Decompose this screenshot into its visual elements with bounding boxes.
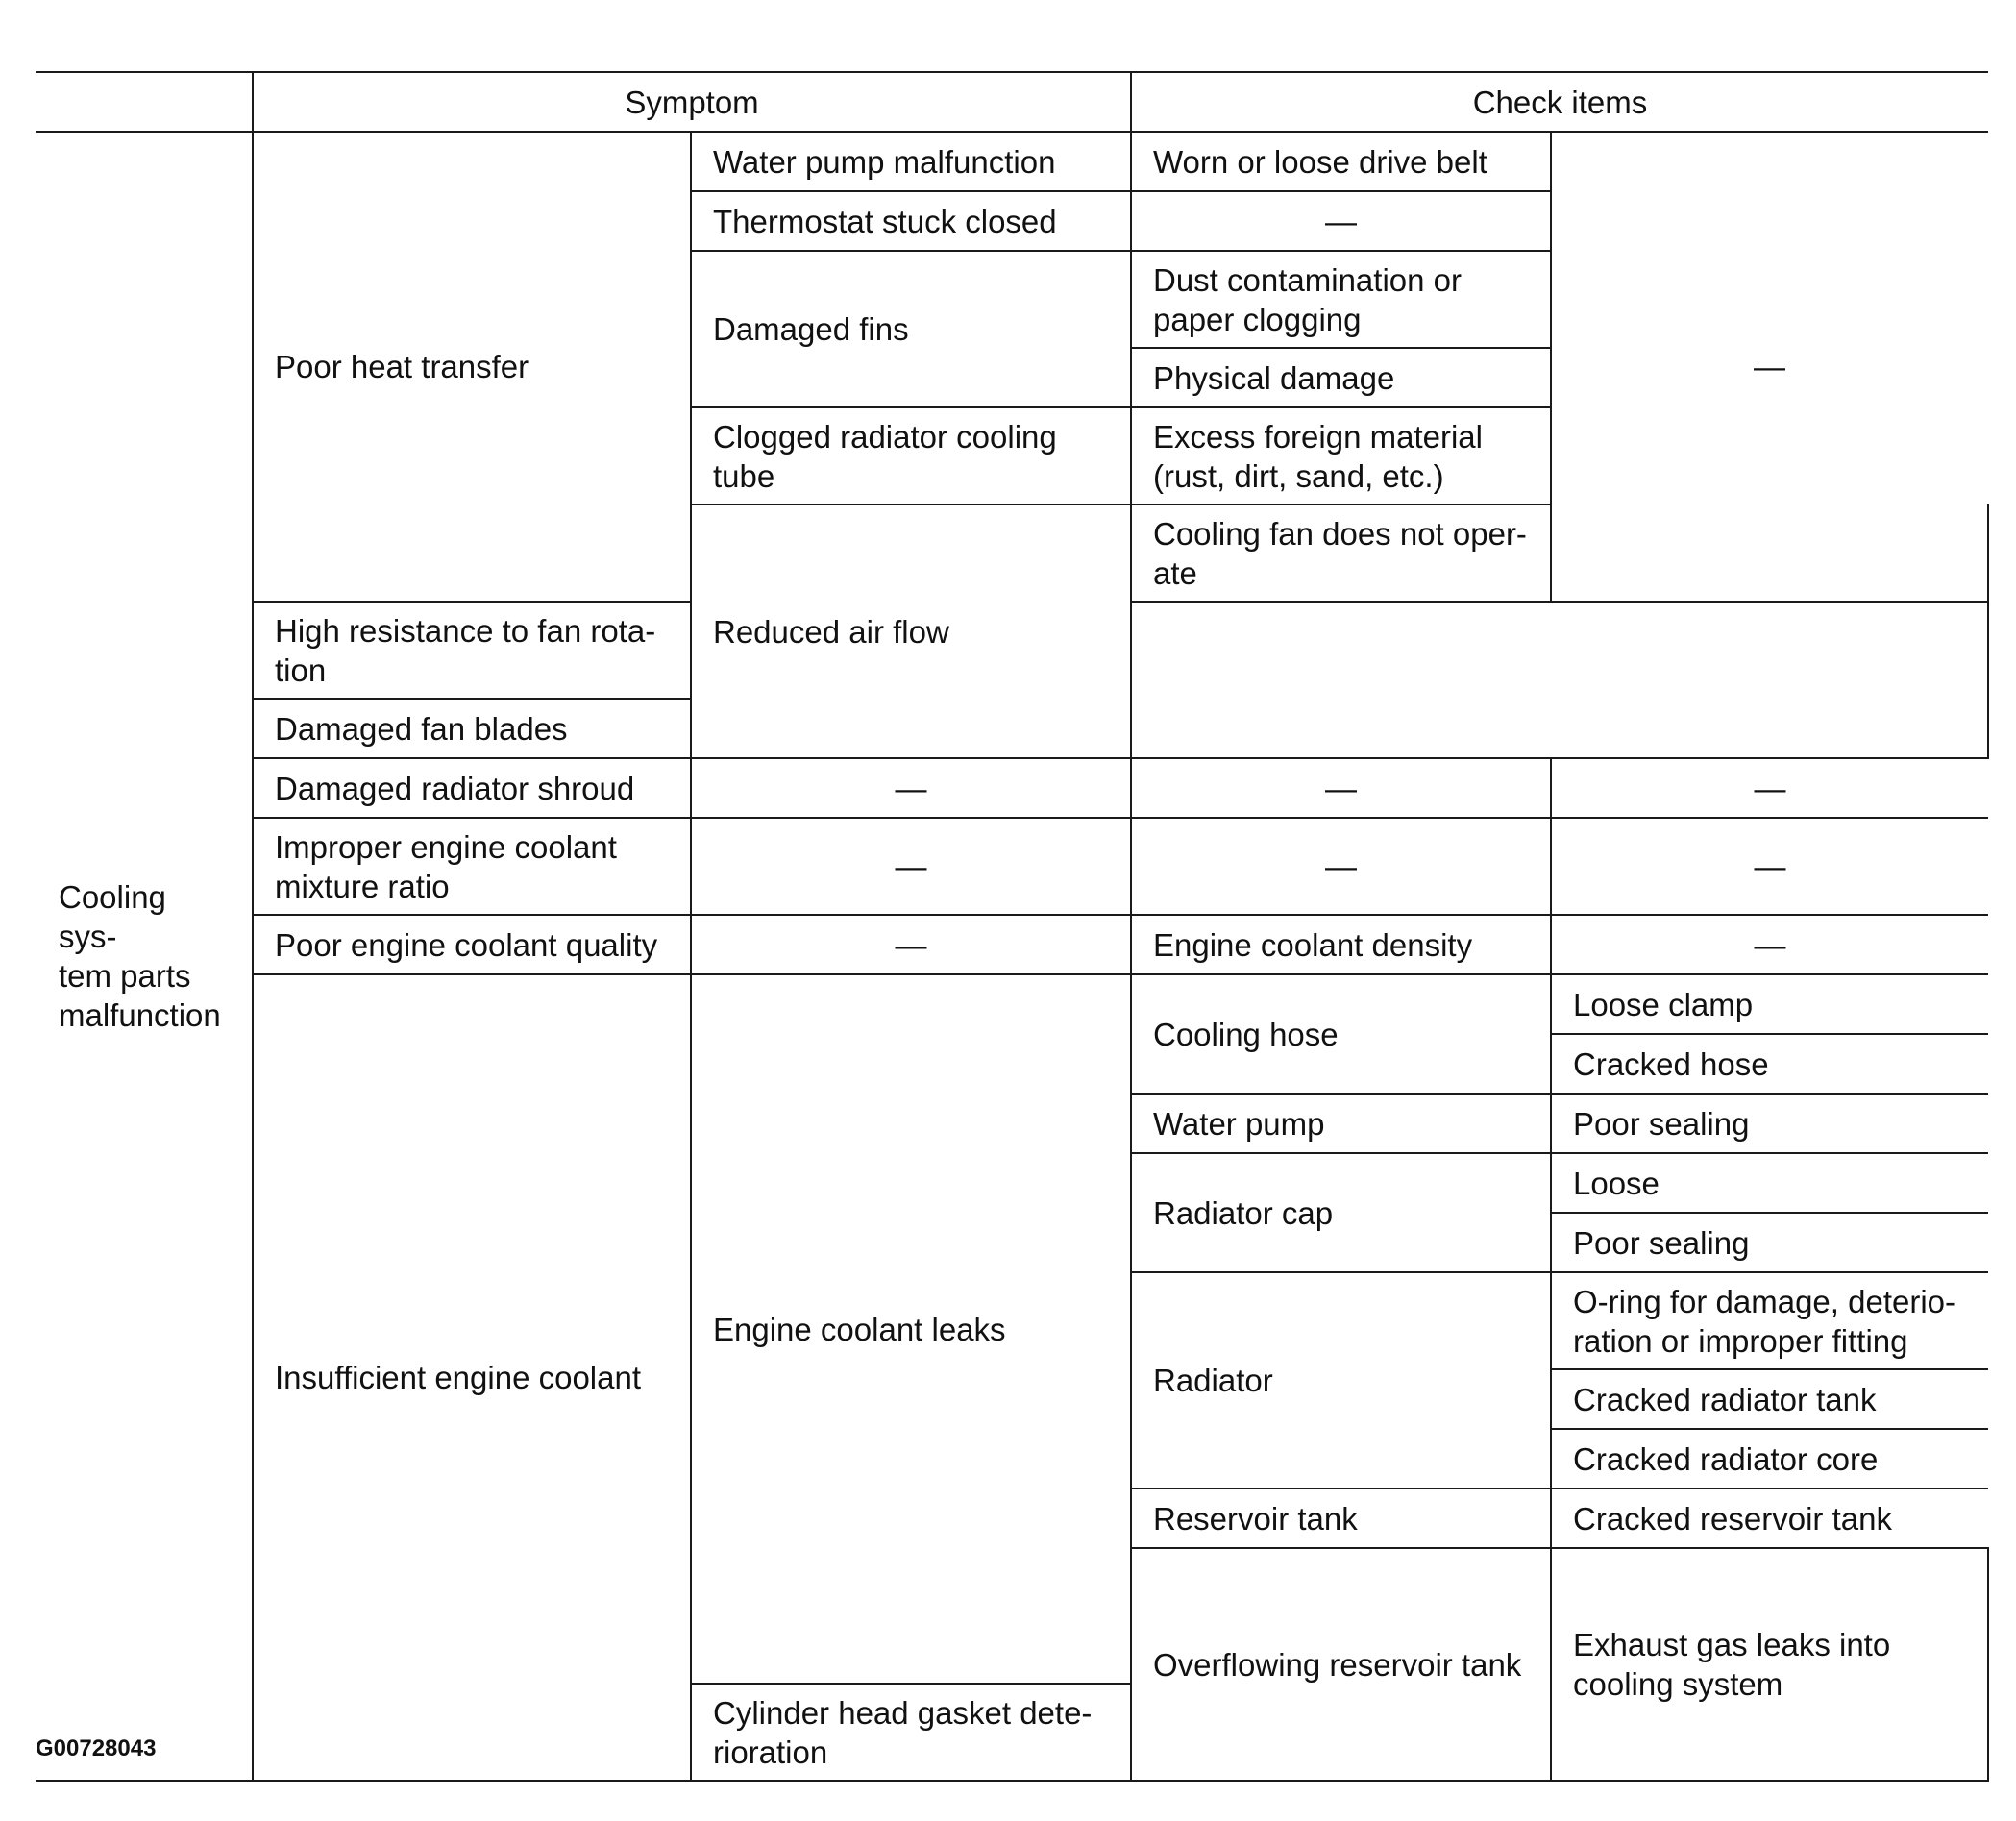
detail-o-ring: O-ring for damage, deterio- ration or improper fitting	[1551, 1272, 1988, 1369]
detail-dash: —	[1551, 758, 1988, 818]
cause-damaged-blades: Damaged fan blades	[253, 699, 691, 758]
check-items-header: Check items	[1131, 72, 1988, 132]
check-radiator-cap: Radiator cap	[1131, 1153, 1551, 1272]
detail-dash: —	[1551, 132, 1988, 602]
category-cell: Cooling sys- tem parts malfunction	[36, 132, 253, 1781]
check-worn-belt: Worn or loose drive belt	[1131, 132, 1551, 191]
detail-cracked-core: Cracked radiator core	[1551, 1429, 1988, 1489]
table-row	[36, 974, 1988, 1034]
detail-gasket-deterioration: Cylinder head gasket dete- rioration	[691, 1684, 1131, 1781]
table-row	[36, 758, 1988, 818]
check-dash: —	[1131, 818, 1551, 915]
symptom-poor-heat-transfer: Poor heat transfer	[253, 132, 691, 602]
cause-dash: —	[691, 915, 1131, 974]
cause-clogged-tube: Clogged radiator cooling tube	[691, 407, 1131, 504]
cause-dash: —	[691, 818, 1131, 915]
cause-coolant-leaks: Engine coolant leaks	[691, 974, 1131, 1684]
cause-damaged-fins: Damaged fins	[691, 251, 1131, 407]
cause-water-pump-malfunction: Water pump malfunction	[691, 132, 1131, 191]
table-row	[36, 915, 1988, 974]
check-exhaust-leaks: Exhaust gas leaks into cooling system	[1551, 1548, 1988, 1781]
detail-dash: —	[1551, 818, 1988, 915]
cause-high-resistance: High resistance to fan rota- tion	[253, 602, 691, 699]
check-excess-foreign: Excess foreign material (rust, dirt, sand, etc.)	[1131, 407, 1551, 504]
check-coolant-density: Engine coolant density	[1131, 915, 1551, 974]
check-reservoir-tank: Reservoir tank	[1131, 1489, 1551, 1548]
detail-cracked-reservoir: Cracked reservoir tank	[1551, 1489, 1988, 1548]
check-radiator: Radiator	[1131, 1272, 1551, 1489]
cause-dash: —	[691, 758, 1131, 818]
check-dust: Dust contamination or paper clogging	[1131, 251, 1551, 348]
symptom-reduced-air-flow: Reduced air flow	[691, 504, 1131, 758]
check-dash: —	[1131, 191, 1551, 251]
table-header-row	[36, 72, 1988, 132]
table-row	[36, 132, 1988, 191]
detail-loose: Loose	[1551, 1153, 1988, 1213]
detail-cracked-hose: Cracked hose	[1551, 1034, 1988, 1094]
detail-cracked-tank: Cracked radiator tank	[1551, 1369, 1988, 1429]
check-dash: —	[1131, 758, 1551, 818]
cause-overflowing: Overflowing reservoir tank	[1131, 1548, 1551, 1781]
detail-loose-clamp: Loose clamp	[1551, 974, 1988, 1034]
figure-code: G00728043	[36, 1735, 157, 1761]
header-blank-cell	[36, 72, 253, 132]
symptom-insufficient: Insufficient engine coolant	[253, 974, 691, 1781]
detail-poor-sealing-1: Poor sealing	[1551, 1094, 1988, 1153]
symptom-poor-quality: Poor engine coolant quality	[253, 915, 691, 974]
symptom-improper-mixture: Improper engine coolant mixture ratio	[253, 818, 691, 915]
troubleshooting-table	[36, 71, 1988, 1782]
cause-fan-not-operate: Cooling fan does not oper- ate	[1131, 504, 1551, 602]
table-row	[36, 818, 1988, 915]
detail-poor-sealing-2: Poor sealing	[1551, 1213, 1988, 1272]
check-physical-damage: Physical damage	[1131, 348, 1551, 407]
check-water-pump: Water pump	[1131, 1094, 1551, 1153]
check-cooling-hose: Cooling hose	[1131, 974, 1551, 1094]
symptom-damaged-shroud: Damaged radiator shroud	[253, 758, 691, 818]
symptom-header: Symptom	[253, 72, 1131, 132]
detail-dash: —	[1551, 915, 1988, 974]
cause-thermostat: Thermostat stuck closed	[691, 191, 1131, 251]
